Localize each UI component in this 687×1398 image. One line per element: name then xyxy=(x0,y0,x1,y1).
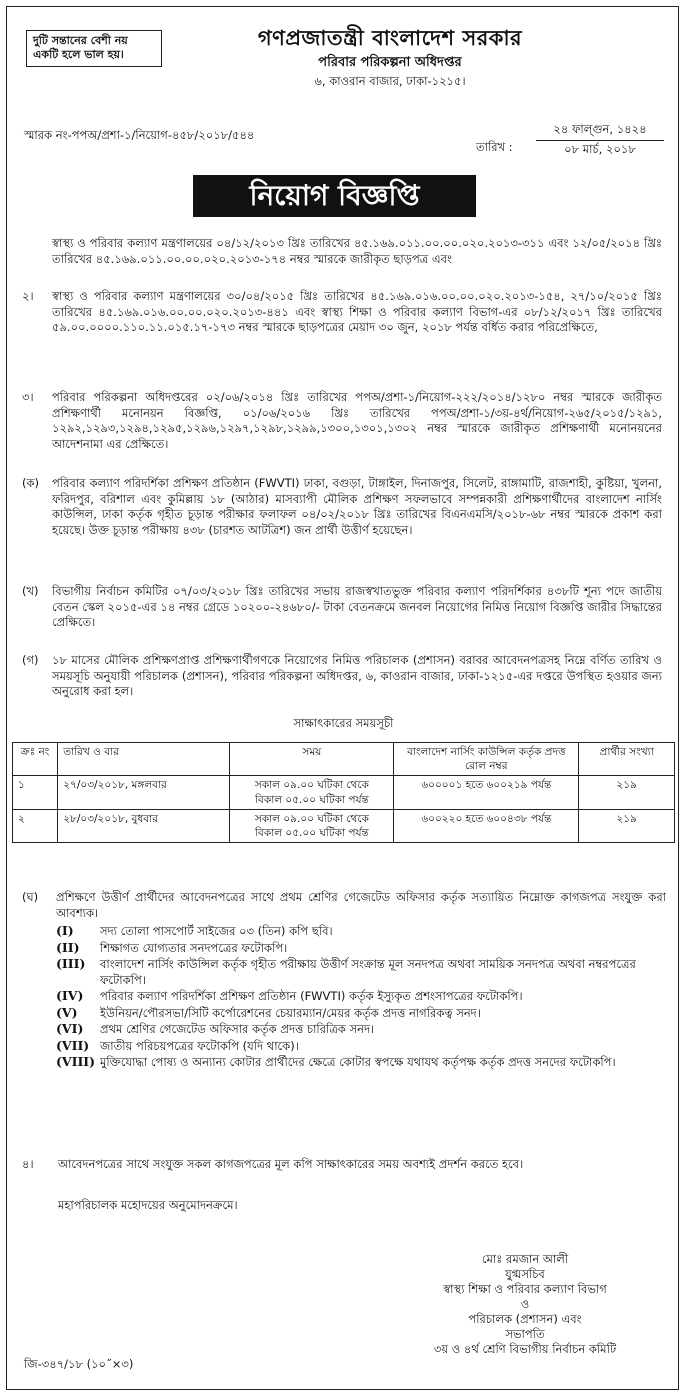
document-item-numeral: (VII) xyxy=(56,1037,90,1053)
signatory-designation: যুগ্মসচিব xyxy=(505,1266,545,1281)
paragraph-kha-text: বিভাগীয় নির্বাচন কমিটির ০৭/০৩/২০১৮ খ্রিঃ তারিখের সভায় রাজস্বখাতভুক্ত পরিবার কল্যাণ পরিদর্শিকার ৪৩৮টি শূন্য পদে জাতীয় বেতন স্কেল ২০১৫-এর ১৪ নম্বর গ্রেডে ১০২০০-২৪৬৮০/- টাকা বেতনক্রমে জনবল নিয়োগের নিমিত্ত নিয়োগ বিজ্ঞপ্তি জারীর সিদ্ধান্তের প্রেক্ষিতে। xyxy=(52,584,662,630)
paragraph-kha xyxy=(22,584,662,631)
document-item-text: শিক্ষাগত যোগ্যতার সনদপত্রের ফটোকপি। xyxy=(100,940,288,955)
signatory-conjunction: ও xyxy=(520,1296,530,1311)
document-item xyxy=(56,957,666,988)
row-serial: ১ xyxy=(13,776,58,809)
document-item-numeral: (V) xyxy=(56,1004,78,1020)
paragraph-ka xyxy=(22,476,662,538)
row-roll: ৬০০২২০ হতে ৬০০৪৩৮ পর্যন্ত xyxy=(394,809,579,842)
letterhead xyxy=(180,24,600,89)
signatory-committee: ৩য় ও ৪র্থ শ্রেণি বিভাগীয় নির্বাচন কমিটি xyxy=(433,1341,617,1356)
column-date: তারিখ ও বার xyxy=(58,743,230,776)
row-time-start: সকাল ০৯.০০ ঘটিকা থেকে xyxy=(254,779,369,792)
document-item xyxy=(56,924,666,940)
paragraph-4-number: ৪। xyxy=(22,1157,34,1171)
row-time-end: বিকাল ০৫.০০ ঘটিকা পর্যন্ত xyxy=(255,793,369,806)
paragraph-ka-text: পরিবার কল্যাণ পরিদর্শিকা প্রশিক্ষণ প্রতিষ্ঠান (FWVTI) ঢাকা, বগুড়া, টাঙ্গাইল, দিনাজপুর, সিলেট, রাঙ্গামাটি, রাজশাহী, কুষ্টিয়া, খুলনা, ফরিদপুর, বরিশাল এবং কুমিল্লায় ১৮ (আঠার) মাসব্যাপী মৌলিক প্রশিক্ষণ সফলভাবে সম্পন্নকারী প্রশিক্ষণার্থীদের বাংলাদেশ নার্সিং কাউন্সিল, ঢাকা কর্তৃক গৃহীত চূড়ান্ত পরীক্ষার ফলাফল ০৪/০২/২০১৮ খ্রিঃ তারিখের বিএনএমসি/২০১৮-৬৮ নম্বর স্মারকে প্রকাশ করা হয়েছে। উক্ত চূড়ান্ত পরীক্ষায় ৪৩৮ (চারশত আটত্রিশ) জন প্রার্থী উত্তীর্ণ হয়েছেন। xyxy=(52,476,662,537)
column-count: প্রার্থীর সংখ্যা xyxy=(579,743,675,776)
paragraph-ga xyxy=(22,653,662,700)
row-count: ২১৯ xyxy=(579,776,675,809)
document-item-numeral: (I) xyxy=(56,923,74,939)
row-time-end: বিকাল ০৫.০০ ঘটিকা পর্যন্ত xyxy=(255,826,369,839)
signatory-division: স্বাস্থ্য শিক্ষা ও পরিবার কল্যাণ বিভাগ xyxy=(443,1281,607,1296)
government-name: গণপ্রজাতন্ত্রী বাংলাদেশ সরকার xyxy=(257,26,523,50)
document-item xyxy=(56,989,666,1005)
document-item xyxy=(56,941,666,957)
paragraph-3-text: পরিবার পরিকল্পনা অধিদপ্তরের ০২/০৬/২০১৪ খ্রিঃ তারিখের পপঅ/প্রশা-১/নিয়োগ-২২২/২০১৪/১২৮০ নম্বর স্মারকে জারীকৃত প্রশিক্ষণার্থী মনোনয়ন বিজ্ঞপ্তি, ০১/০৬/২০১৬ খ্রিঃ তারিখের পপঅ/প্রশা-১/৩য়-৪র্থ/নিয়োগ-২৬৫/২০১৫/১২৯১, ১২৯২,১২৯৩,১২৯৪,১২৯৫,১২৯৬,১২৯৭,১২৯৮,১২৯৯,১৩০০,১৩০১,১৩০২ নম্বর স্মারকে জারীকৃত প্রশিক্ষণার্থী মনোনয়নের আদেশনামা এর প্রেক্ষিতে। xyxy=(52,390,662,451)
column-serial: ক্রঃ নং xyxy=(13,743,58,776)
signatory-director: পরিচালক (প্রশাসন) এবং xyxy=(468,1311,582,1326)
paragraph-3-number: ৩। xyxy=(22,390,34,404)
schedule-heading: সাক্ষাৎকারের সময়সূচী xyxy=(293,716,394,730)
document-item xyxy=(56,1006,666,1022)
table-row xyxy=(13,809,675,842)
memo-number: স্মারক নং-পপঅ/প্রশা-১/নিয়োগ-৪৫৮/২০১৮/৫৪৪ xyxy=(24,128,255,142)
row-time xyxy=(230,776,394,809)
paragraph-3 xyxy=(22,390,662,452)
row-count: ২১৯ xyxy=(579,809,675,842)
column-time: সময় xyxy=(230,743,394,776)
signatory-name: মোঃ রমজান আলী xyxy=(481,1252,569,1266)
paragraph-ga-text: ১৮ মাসের মৌলিক প্রশিক্ষণপ্রাপ্ত প্রশিক্ষণার্থীগণকে নিয়োগের নিমিত্ত পরিচালক (প্রশাসন) বরাবর আবেদনপত্রসহ নিম্নে বর্ণিত তারিখ ও সময়সূচি অনুযায়ী পরিচালক (প্রশাসন), পরিবার পরিকল্পনা অধিদপ্তর, ৬, কাওরান বাজার, ঢাকা-১২১৫-এর দপ্তরে উপস্থিত হওয়ার জন্য অনুরোধ করা হল। xyxy=(52,653,662,699)
approval-note: মহাপরিচালক মহোদয়ের অনুমোদনক্রমে। xyxy=(58,1198,238,1212)
document-item-numeral: (IV) xyxy=(56,988,84,1004)
document-item-text: মুক্তিযোদ্ধা পোষ্য ও অন্যান্য কোটার প্রার্থীদের ক্ষেত্রে কোটার স্বপক্ষে যথাযথ কর্তৃপক্ষ কর্তৃক প্রদত্ত সনদের ফটোকপি। xyxy=(100,1055,616,1070)
paragraph-ga-number: (গ) xyxy=(22,653,39,667)
table-header-row xyxy=(13,743,675,776)
paragraph-ka-number: (ক) xyxy=(22,476,40,490)
document-item-numeral: (VI) xyxy=(56,1021,84,1037)
department-name: পরিবার পরিকল্পনা অধিদপ্তর xyxy=(318,55,462,71)
department-address: ৬, কাওরান বাজার, ঢাকা-১২১৫। xyxy=(314,73,466,88)
document-item-text: পরিবার কল্যাণ পরিদর্শিকা প্রশিক্ষণ প্রতিষ্ঠান (FWVTI) কর্তৃক ইস্যুকৃত প্রশংসাপত্রের ফটোকপি। xyxy=(100,989,523,1004)
date-bangla: ২৪ ফাল্গুন, ১৪২৪ xyxy=(536,122,664,141)
paragraph-gha-number: (ঘ) xyxy=(22,890,39,904)
notice-title: নিয়োগ বিজ্ঞপ্তি xyxy=(193,175,476,217)
date-english: ০৮ মার্চ, ২০১৮ xyxy=(564,142,636,156)
paragraph-4 xyxy=(22,1157,662,1173)
signatory-chair: সভাপতি xyxy=(505,1326,545,1341)
column-roll: বাংলাদেশ নার্সিং কাউন্সিল কর্তৃক প্রদত্ত রোল নম্বর xyxy=(394,743,579,776)
row-date: ২৮/০৩/২০১৮, বুধবার xyxy=(58,809,230,842)
document-item xyxy=(56,1039,666,1055)
document-item xyxy=(56,1055,666,1071)
paragraph-1 xyxy=(22,236,662,267)
paragraph-1-text: স্বাস্থ্য ও পরিবার কল্যাণ মন্ত্রণালয়ের ০৪/১২/২০১৩ খ্রিঃ তারিখের ৪৫.১৬৯.০১১.০০.০০.০২০.২০১৩-৩১১ এবং ১২/০৫/২০১৪ খ্রিঃ তারিখের ৪৫.১৬৯.০১১.০০.০০.০২০.২০১৩-১৭৪ নম্বর স্মারকে জারীকৃত ছাড়পত্র এবং xyxy=(52,236,662,266)
signature-block xyxy=(380,1252,670,1357)
slogan-box: দুটি সন্তানের বেশী নয় একটি হলে ভাল হয়। xyxy=(26,30,162,67)
document-item-numeral: (III) xyxy=(56,956,86,972)
required-documents xyxy=(56,890,666,1072)
paragraph-2-number: ২। xyxy=(22,289,34,303)
document-item-text: বাংলাদেশ নার্সিং কাউন্সিল কর্তৃক গৃহীত পরীক্ষায় উত্তীর্ণ সংক্রান্ত মূল সনদপত্র অথবা সাময়িক সনদপত্র অথবা নম্বরপত্রের ফটোকপি। xyxy=(100,957,636,987)
paragraph-2 xyxy=(22,289,662,336)
document-item-numeral: (VIII) xyxy=(56,1054,96,1070)
document-item-text: ইউনিয়ন/পৌরসভা/সিটি কর্পোরেশনের চেয়ারম্যান/মেয়র কর্তৃক প্রদত্ত নাগরিকত্ব সনদ। xyxy=(100,1005,481,1020)
footer-code: জি-৩৪৭/১৮ (১০˝×৩) xyxy=(24,1357,134,1371)
document-item-text: প্রথম শ্রেণির গেজেটেড অফিসার কর্তৃক প্রদত্ত চারিত্রিক সনদ। xyxy=(100,1022,375,1037)
interview-schedule-table xyxy=(12,742,675,843)
row-roll: ৬০০০০১ হতে ৬০০২১৯ পর্যন্ত xyxy=(394,776,579,809)
row-time-start: সকাল ০৯.০০ ঘটিকা থেকে xyxy=(254,812,369,825)
documents-intro: প্রশিক্ষণে উত্তীর্ণ প্রার্থীদের আবেদনপত্রের সাথে প্রথম শ্রেণির গেজেটেড অফিসার কর্তৃক সত্যায়িত নিম্নোক্ত কাগজপত্র সংযুক্ত করা আবশ্যক। xyxy=(56,890,666,920)
row-time xyxy=(230,809,394,842)
date-label: তারিখ : xyxy=(476,140,513,154)
document-item-numeral: (II) xyxy=(56,939,80,955)
document-item-text: সদ্য তোলা পাসপোর্ট সাইজের ০৩ (তিন) কপি ছবি। xyxy=(100,924,333,939)
row-serial: ২ xyxy=(13,809,58,842)
table-row xyxy=(13,776,675,809)
document-item xyxy=(56,1022,666,1038)
row-date: ২৭/০৩/২০১৮, মঙ্গলবার xyxy=(58,776,230,809)
paragraph-2-text: স্বাস্থ্য ও পরিবার কল্যাণ মন্ত্রণালয়ের ৩০/০৪/২০১৫ খ্রিঃ তারিখের ৪৫.১৬৯.০১৬.০০.০০.০২০.২০১৩-১৫৪, ২৭/১০/২০১৫ খ্রিঃ তারিখের ৪৫.১৬৯.০১৬.০০.০০.০২০.২০১৩-৪৪১ এবং স্বাস্থ্য শিক্ষা ও পরিবার কল্যাণ বিভাগ-এর ০৮/১২/২০১৭ খ্রিঃ তারিখের ৫৯.০০.০০০০.১১০.১১.০১৫.১৭-১৭৩ নম্বর স্মারকে ছাড়পত্রের মেয়াদ ৩০ জুন, ২০১৮ পর্যন্ত বর্ধিত করার পরিপ্রেক্ষিতে, xyxy=(52,289,662,335)
document-item-text: জাতীয় পরিচয়পত্রের ফটোকপি (যদি থাকে)। xyxy=(100,1038,299,1053)
paragraph-kha-number: (খ) xyxy=(22,584,39,598)
paragraph-4-text: আবেদনপত্রের সাথে সংযুক্ত সকল কাগজপত্রের মূল কপি সাক্ষাৎকারের সময় অবশ্যই প্রদর্শন করতে হবে। xyxy=(58,1157,524,1171)
